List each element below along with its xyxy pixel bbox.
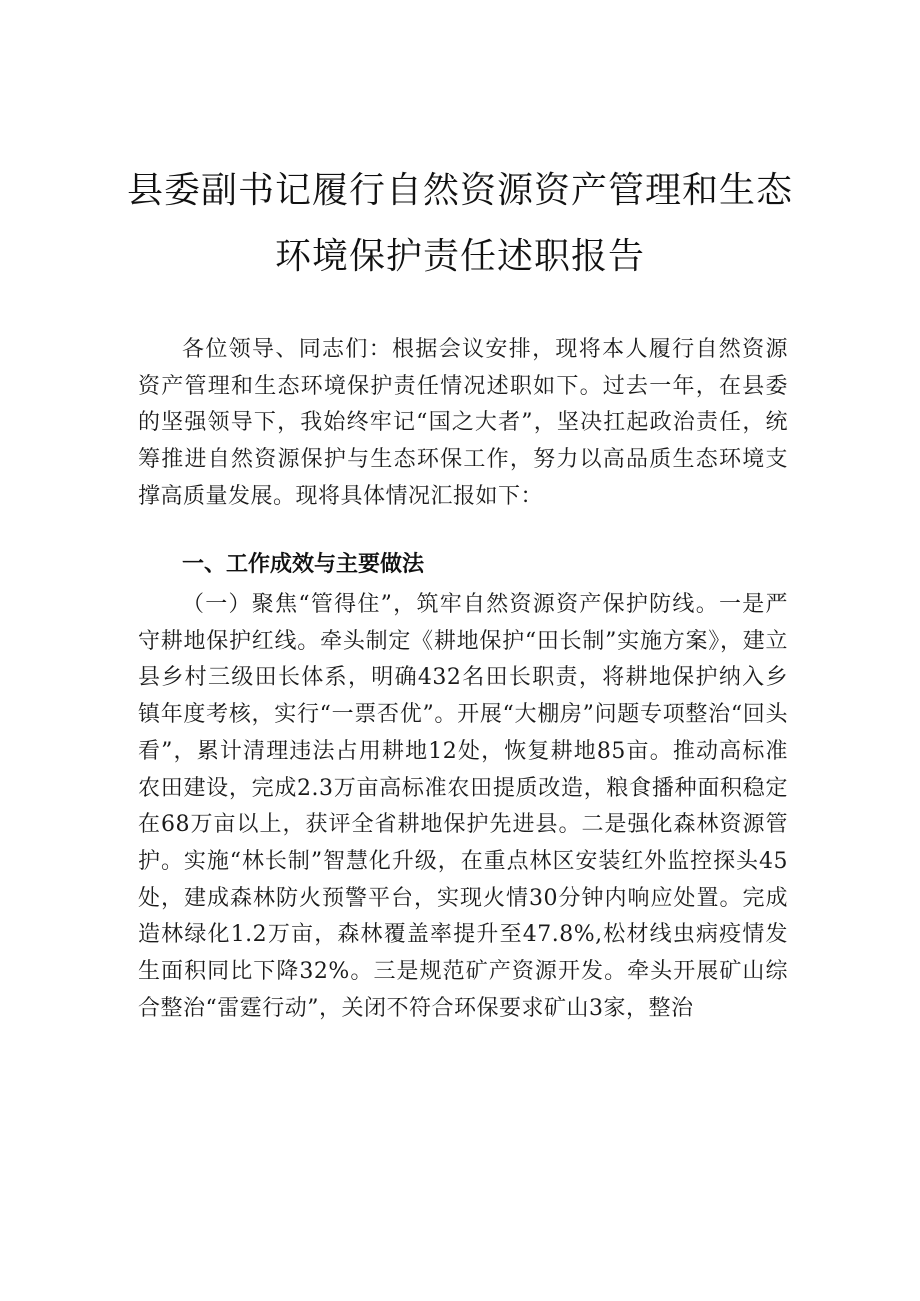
- document-title-line-2: 环境保护责任述职报告: [274, 236, 645, 277]
- document-title-line-1: 县委副书记履行自然资源资产管理和生态: [126, 170, 793, 211]
- section-heading: 一、工作成效与主要做法: [182, 552, 425, 577]
- intro-paragraph: 各位领导、同志们：根据会议安排，现将本人履行自然资源资产管理和生态环境保护责任情况述职如下。过去一年，在县委的坚强领导下，我始终牢记“国之大者”，坚决扛起政治责任，统筹推进自然资源保护与生态环保工作，努力以高品质生态环境支撑高质量发展。现将具体情况汇报如下：: [138, 337, 788, 509]
- body-paragraph: （一）聚焦“管得住”，筑牢自然资源资产保护防线。一是严守耕地保护红线。牵头制定《耕地保护“田长制”实施方案》，建立县乡村三级田长体系，明确432名田长职责，将耕地保护纳入乡镇年度考核，实行“一票否优”。开展“大棚房”问题专项整治“回头看”，累计清理违法占用耕地12处，恢复耕地85亩。推动高标准农田建设，完成2.3万亩高标准农田提质改造，粮食播种面积稳定在68万亩以上，获评全省耕地保护先进县。二是强化森林资源管护。实施“林长制”智慧化升级，在重点林区安装红外监控探头45处，建成森林防火预警平台，实现火情30分钟内响应处置。完成造林绿化1.2万亩，森林覆盖率提升至47.8%,松材线虫病疫情发生面积同比下降32%。三是规范矿产资源开发。牵头开展矿山综合整治“雷霆行动”，关闭不符合环保要求矿山3家，整治: [138, 592, 788, 1021]
